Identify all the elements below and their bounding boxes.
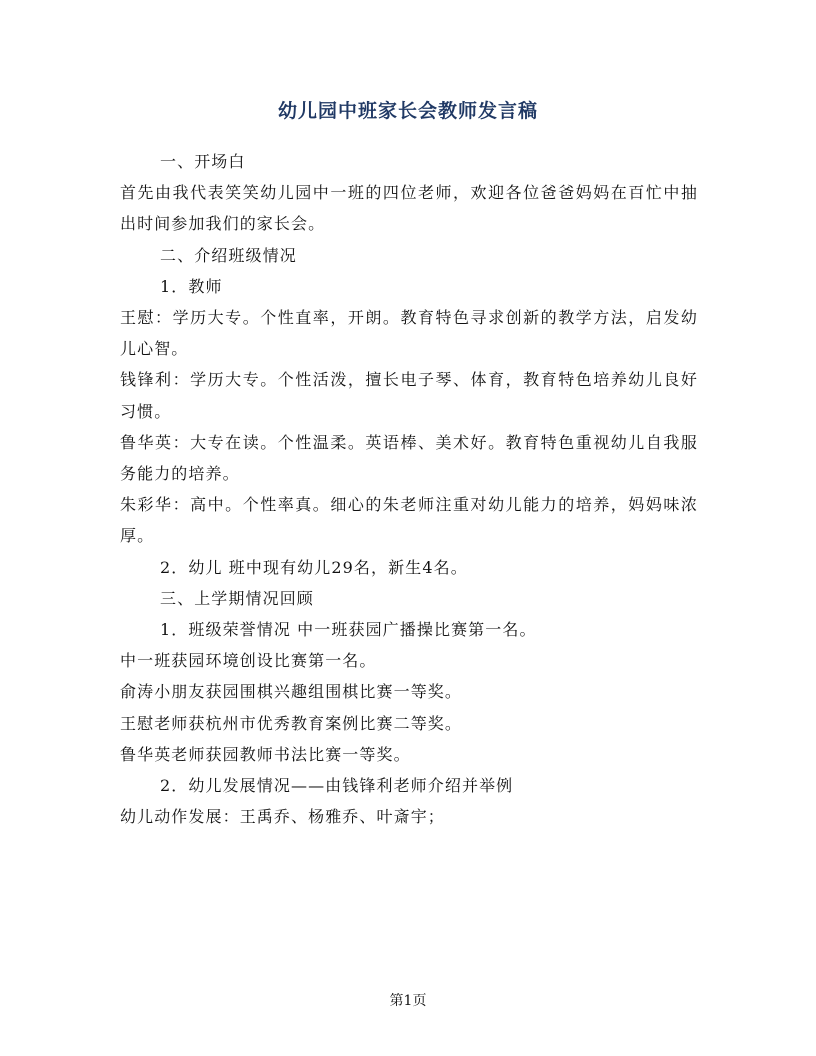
paragraph-honor-go: 俞涛小朋友获园围棋兴趣组围棋比赛一等奖。	[120, 682, 463, 702]
paragraph-honor-calligraphy: 鲁华英老师获园教师书法比赛一等奖。	[120, 744, 411, 764]
heading-last-term-review: 三、上学期情况回顾	[160, 588, 314, 608]
subheading-class-honors: 1．班级荣誉情况 中一班获园广播操比赛第一名。	[160, 620, 537, 640]
paragraph-honor-case: 王慰老师获杭州市优秀教育案例比赛二等奖。	[120, 713, 463, 733]
paragraph-welcome: 首先由我代表笑笑幼儿园中一班的四位老师，欢迎各位爸爸妈妈在百忙中抽出时间参加我们的家长会。	[120, 183, 698, 234]
paragraph-teacher-wang: 王慰：学历大专。个性直率，开朗。教育特色寻求创新的教学方法，启发幼儿心智。	[120, 308, 698, 359]
subheading-teachers: 1．教师	[160, 276, 223, 296]
heading-class-intro: 二、介绍班级情况	[160, 245, 297, 265]
paragraph-teacher-qian: 钱锋利：学历大专。个性活泼，擅长电子琴、体育，教育特色培养幼儿良好习惯。	[120, 370, 698, 421]
paragraph-teacher-zhu: 朱彩华：高中。个性率真。细心的朱老师注重对幼儿能力的培养，妈妈味浓厚。	[120, 495, 698, 546]
subheading-children: 2．幼儿 班中现有幼儿29名，新生4名。	[160, 557, 468, 577]
page-number: 第1页	[389, 993, 427, 1009]
paragraph-motor-development: 幼儿动作发展：王禹乔、杨雅乔、叶斎宇；	[120, 807, 445, 827]
heading-opening: 一、开场白	[160, 152, 246, 171]
document-body	[120, 146, 698, 832]
subheading-child-development: 2．幼儿发展情况——由钱锋利老师介绍并举例	[160, 776, 514, 796]
paragraph-teacher-lu: 鲁华英：大专在读。个性温柔。英语棒、美术好。教育特色重视幼儿自我服务能力的培养。	[120, 432, 698, 484]
document-title: 幼儿园中班家长会教师发言稿	[277, 100, 538, 122]
paragraph-honor-environment: 中一班获园环境创设比赛第一名。	[120, 651, 377, 671]
